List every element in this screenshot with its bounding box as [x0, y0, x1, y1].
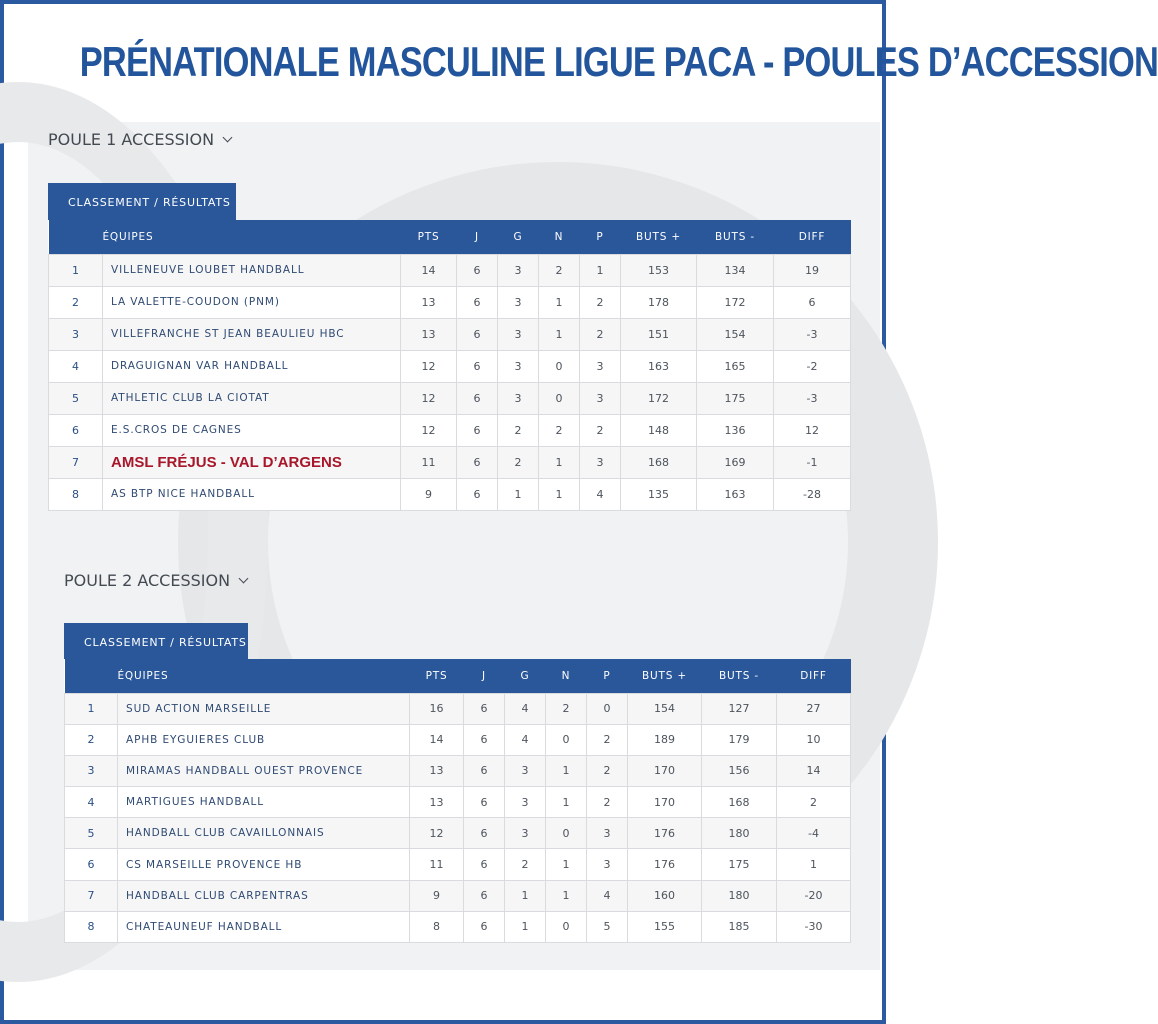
lost-cell: 2: [587, 724, 628, 755]
draw-cell: 1: [546, 787, 587, 818]
rank-cell: 4: [65, 787, 118, 818]
played-cell: 6: [457, 350, 498, 382]
won-cell: 3: [498, 318, 539, 350]
column-header-rank: [49, 220, 103, 254]
played-cell: 6: [464, 911, 505, 942]
goals-for-cell: 170: [628, 755, 702, 786]
table-row[interactable]: [49, 382, 851, 414]
table-row[interactable]: [49, 286, 851, 318]
played-cell: 6: [457, 446, 498, 478]
played-cell: 6: [457, 382, 498, 414]
lost-cell: 3: [580, 382, 621, 414]
rank-cell: 7: [65, 880, 118, 911]
table-row[interactable]: [65, 724, 851, 755]
table-row[interactable]: [65, 911, 851, 942]
draw-cell: 1: [546, 849, 587, 880]
goals-against-cell: 172: [697, 286, 774, 318]
rank-cell: 8: [49, 478, 103, 510]
won-cell: 3: [498, 382, 539, 414]
goals-for-cell: 176: [628, 818, 702, 849]
table-row[interactable]: [49, 446, 851, 478]
draw-cell: 1: [539, 318, 580, 350]
points-cell: 11: [401, 446, 457, 478]
goal-diff-cell: -4: [777, 818, 851, 849]
lost-cell: 3: [580, 350, 621, 382]
lost-cell: 4: [587, 880, 628, 911]
lost-cell: 0: [587, 693, 628, 724]
lost-cell: 1: [580, 254, 621, 286]
goals-for-cell: 154: [628, 693, 702, 724]
team-name-cell[interactable]: VILLENEUVE LOUBET HANDBALL: [103, 254, 401, 286]
won-cell: 4: [505, 724, 546, 755]
poule-1-dropdown[interactable]: [48, 130, 231, 149]
team-name-cell[interactable]: HANDBALL CLUB CARPENTRAS: [118, 880, 410, 911]
goals-against-cell: 180: [702, 880, 777, 911]
team-name-cell[interactable]: APHB EYGUIERES CLUB: [118, 724, 410, 755]
goals-for-cell: 151: [621, 318, 697, 350]
rank-cell: 2: [65, 724, 118, 755]
points-cell: 8: [410, 911, 464, 942]
draw-cell: 1: [546, 880, 587, 911]
table-row[interactable]: [65, 755, 851, 786]
points-cell: 14: [410, 724, 464, 755]
goals-for-cell: 189: [628, 724, 702, 755]
points-cell: 14: [401, 254, 457, 286]
column-header-goals-against: BUTS -: [719, 669, 759, 682]
goals-against-cell: 156: [702, 755, 777, 786]
won-cell: 1: [505, 880, 546, 911]
goal-diff-cell: -2: [774, 350, 851, 382]
column-header-p: P: [603, 669, 611, 682]
team-name-cell[interactable]: MARTIGUES HANDBALL: [118, 787, 410, 818]
points-cell: 12: [401, 414, 457, 446]
goals-for-cell: 153: [621, 254, 697, 286]
table-row[interactable]: [65, 880, 851, 911]
team-name-cell[interactable]: MIRAMAS HANDBALL OUEST PROVENCE: [118, 755, 410, 786]
goals-for-cell: 155: [628, 911, 702, 942]
team-name-cell[interactable]: AMSL FRÉJUS - VAL D’ARGENS: [103, 446, 401, 478]
draw-cell: 2: [546, 693, 587, 724]
points-cell: 9: [401, 478, 457, 510]
goals-against-cell: 154: [697, 318, 774, 350]
goal-diff-cell: -30: [777, 911, 851, 942]
played-cell: 6: [464, 724, 505, 755]
table-header-row: [65, 659, 851, 693]
table-row[interactable]: [65, 787, 851, 818]
goal-diff-cell: -1: [774, 446, 851, 478]
points-cell: 13: [410, 787, 464, 818]
rank-cell: 6: [49, 414, 103, 446]
points-cell: 11: [410, 849, 464, 880]
team-name-cell[interactable]: AS BTP NICE HANDBALL: [103, 478, 401, 510]
rank-cell: 8: [65, 911, 118, 942]
column-header-teams: ÉQUIPES: [117, 669, 169, 682]
draw-cell: 2: [539, 254, 580, 286]
draw-cell: 2: [539, 414, 580, 446]
points-cell: 9: [410, 880, 464, 911]
goals-for-cell: 160: [628, 880, 702, 911]
poule-2-dropdown[interactable]: [64, 571, 247, 590]
played-cell: 6: [457, 318, 498, 350]
goals-for-cell: 135: [621, 478, 697, 510]
lost-cell: 2: [580, 318, 621, 350]
goal-diff-cell: 1: [777, 849, 851, 880]
goals-against-cell: 134: [697, 254, 774, 286]
goals-for-cell: 178: [621, 286, 697, 318]
column-header-n: N: [554, 230, 564, 243]
goal-diff-cell: -3: [774, 318, 851, 350]
column-header-goals-against: BUTS -: [715, 230, 755, 243]
draw-cell: 1: [539, 286, 580, 318]
column-header-g: G: [520, 669, 530, 682]
won-cell: 3: [505, 755, 546, 786]
lost-cell: 2: [580, 414, 621, 446]
goal-diff-cell: -20: [777, 880, 851, 911]
lost-cell: 3: [587, 818, 628, 849]
standings-table-poule-1: [48, 220, 851, 511]
goals-for-cell: 172: [621, 382, 697, 414]
team-name-cell[interactable]: DRAGUIGNAN VAR HANDBALL: [103, 350, 401, 382]
table-header-row: [49, 220, 851, 254]
points-cell: 16: [410, 693, 464, 724]
won-cell: 3: [498, 286, 539, 318]
goal-diff-cell: -28: [774, 478, 851, 510]
draw-cell: 0: [546, 911, 587, 942]
goals-for-cell: 176: [628, 849, 702, 880]
lost-cell: 5: [587, 911, 628, 942]
rank-cell: 7: [49, 446, 103, 478]
column-header-pts: PTS: [425, 669, 448, 682]
points-cell: 12: [401, 382, 457, 414]
lost-cell: 2: [587, 755, 628, 786]
played-cell: 6: [464, 880, 505, 911]
played-cell: 6: [457, 478, 498, 510]
column-header-g: G: [513, 230, 523, 243]
column-header-p: P: [596, 230, 604, 243]
goals-for-cell: 168: [621, 446, 697, 478]
chevron-down-icon: [239, 574, 249, 584]
played-cell: 6: [464, 818, 505, 849]
rank-cell: 6: [65, 849, 118, 880]
goal-diff-cell: 2: [777, 787, 851, 818]
draw-cell: 1: [539, 478, 580, 510]
goals-against-cell: 175: [697, 382, 774, 414]
table-row[interactable]: [49, 318, 851, 350]
rank-cell: 3: [65, 755, 118, 786]
draw-cell: 0: [539, 382, 580, 414]
points-cell: 12: [410, 818, 464, 849]
table-row[interactable]: [65, 849, 851, 880]
won-cell: 3: [505, 818, 546, 849]
played-cell: 6: [457, 414, 498, 446]
table-row[interactable]: [49, 478, 851, 510]
column-header-goals-for: BUTS +: [636, 230, 681, 243]
standings-table-poule-2: [64, 659, 851, 943]
column-header-rank: [65, 659, 118, 693]
rank-cell: 2: [49, 286, 103, 318]
goal-diff-cell: 19: [774, 254, 851, 286]
column-header-n: N: [561, 669, 571, 682]
team-name-cell[interactable]: ATHLETIC CLUB LA CIOTAT: [103, 382, 401, 414]
points-cell: 13: [410, 755, 464, 786]
column-header-goals-for: BUTS +: [642, 669, 687, 682]
goal-diff-cell: -3: [774, 382, 851, 414]
goals-for-cell: 148: [621, 414, 697, 446]
goals-against-cell: 163: [697, 478, 774, 510]
rank-cell: 4: [49, 350, 103, 382]
points-cell: 13: [401, 318, 457, 350]
won-cell: 3: [498, 254, 539, 286]
won-cell: 2: [498, 414, 539, 446]
lost-cell: 3: [587, 849, 628, 880]
table-row[interactable]: [49, 414, 851, 446]
lost-cell: 2: [580, 286, 621, 318]
column-header-teams: ÉQUIPES: [102, 230, 154, 243]
team-name-cell[interactable]: LA VALETTE-COUDON (PNM): [103, 286, 401, 318]
played-cell: 6: [464, 849, 505, 880]
team-name-cell[interactable]: SUD ACTION MARSEILLE: [118, 693, 410, 724]
column-header-diff: DIFF: [798, 230, 826, 243]
goals-for-cell: 170: [628, 787, 702, 818]
goals-for-cell: 163: [621, 350, 697, 382]
team-name-cell[interactable]: VILLEFRANCHE ST JEAN BEAULIEU HBC: [103, 318, 401, 350]
table-row[interactable]: [65, 818, 851, 849]
played-cell: 6: [464, 693, 505, 724]
draw-cell: 1: [539, 446, 580, 478]
goals-against-cell: 127: [702, 693, 777, 724]
column-header-pts: PTS: [417, 230, 440, 243]
team-name-cell[interactable]: HANDBALL CLUB CAVAILLONNAIS: [118, 818, 410, 849]
won-cell: 2: [498, 446, 539, 478]
played-cell: 6: [464, 755, 505, 786]
goals-against-cell: 180: [702, 818, 777, 849]
goals-against-cell: 168: [702, 787, 777, 818]
column-header-j: J: [482, 669, 486, 682]
won-cell: 3: [498, 350, 539, 382]
poule-1-heading: POULE 1 ACCESSION: [48, 130, 215, 149]
points-cell: 13: [401, 286, 457, 318]
goals-against-cell: 136: [697, 414, 774, 446]
won-cell: 1: [505, 911, 546, 942]
goals-against-cell: 175: [702, 849, 777, 880]
goals-against-cell: 185: [702, 911, 777, 942]
rank-cell: 5: [49, 382, 103, 414]
goal-diff-cell: 10: [777, 724, 851, 755]
goal-diff-cell: 27: [777, 693, 851, 724]
column-header-j: J: [475, 230, 479, 243]
played-cell: 6: [457, 254, 498, 286]
team-name-cell[interactable]: E.S.CROS DE CAGNES: [103, 414, 401, 446]
goal-diff-cell: 6: [774, 286, 851, 318]
goal-diff-cell: 12: [774, 414, 851, 446]
draw-cell: 0: [546, 724, 587, 755]
won-cell: 4: [505, 693, 546, 724]
played-cell: 6: [457, 286, 498, 318]
table-row[interactable]: [49, 254, 851, 286]
points-cell: 12: [401, 350, 457, 382]
rank-cell: 3: [49, 318, 103, 350]
lost-cell: 4: [580, 478, 621, 510]
won-cell: 3: [505, 787, 546, 818]
draw-cell: 1: [546, 755, 587, 786]
played-cell: 6: [464, 787, 505, 818]
table-row[interactable]: [65, 693, 851, 724]
won-cell: 2: [505, 849, 546, 880]
rank-cell: 1: [49, 254, 103, 286]
team-name-cell[interactable]: CHATEAUNEUF HANDBALL: [118, 911, 410, 942]
chevron-down-icon: [223, 133, 233, 143]
draw-cell: 0: [539, 350, 580, 382]
column-header-diff: DIFF: [800, 669, 827, 682]
won-cell: 1: [498, 478, 539, 510]
tab-classement-resultats[interactable]: CLASSEMENT / RÉSULTATS: [48, 183, 236, 221]
lost-cell: 2: [587, 787, 628, 818]
poule-2-heading: POULE 2 ACCESSION: [64, 571, 231, 590]
team-name-cell[interactable]: CS MARSEILLE PROVENCE HB: [118, 849, 410, 880]
goals-against-cell: 179: [702, 724, 777, 755]
goals-against-cell: 169: [697, 446, 774, 478]
goals-against-cell: 165: [697, 350, 774, 382]
rank-cell: 1: [65, 693, 118, 724]
draw-cell: 0: [546, 818, 587, 849]
table-row[interactable]: [49, 350, 851, 382]
goal-diff-cell: 14: [777, 755, 851, 786]
page-title: PRÉNATIONALE MASCULINE LIGUE PACA - POULES D’ACCESSION: [79, 38, 1158, 85]
rank-cell: 5: [65, 818, 118, 849]
tab-classement-resultats[interactable]: CLASSEMENT / RÉSULTATS: [64, 623, 248, 661]
lost-cell: 3: [580, 446, 621, 478]
